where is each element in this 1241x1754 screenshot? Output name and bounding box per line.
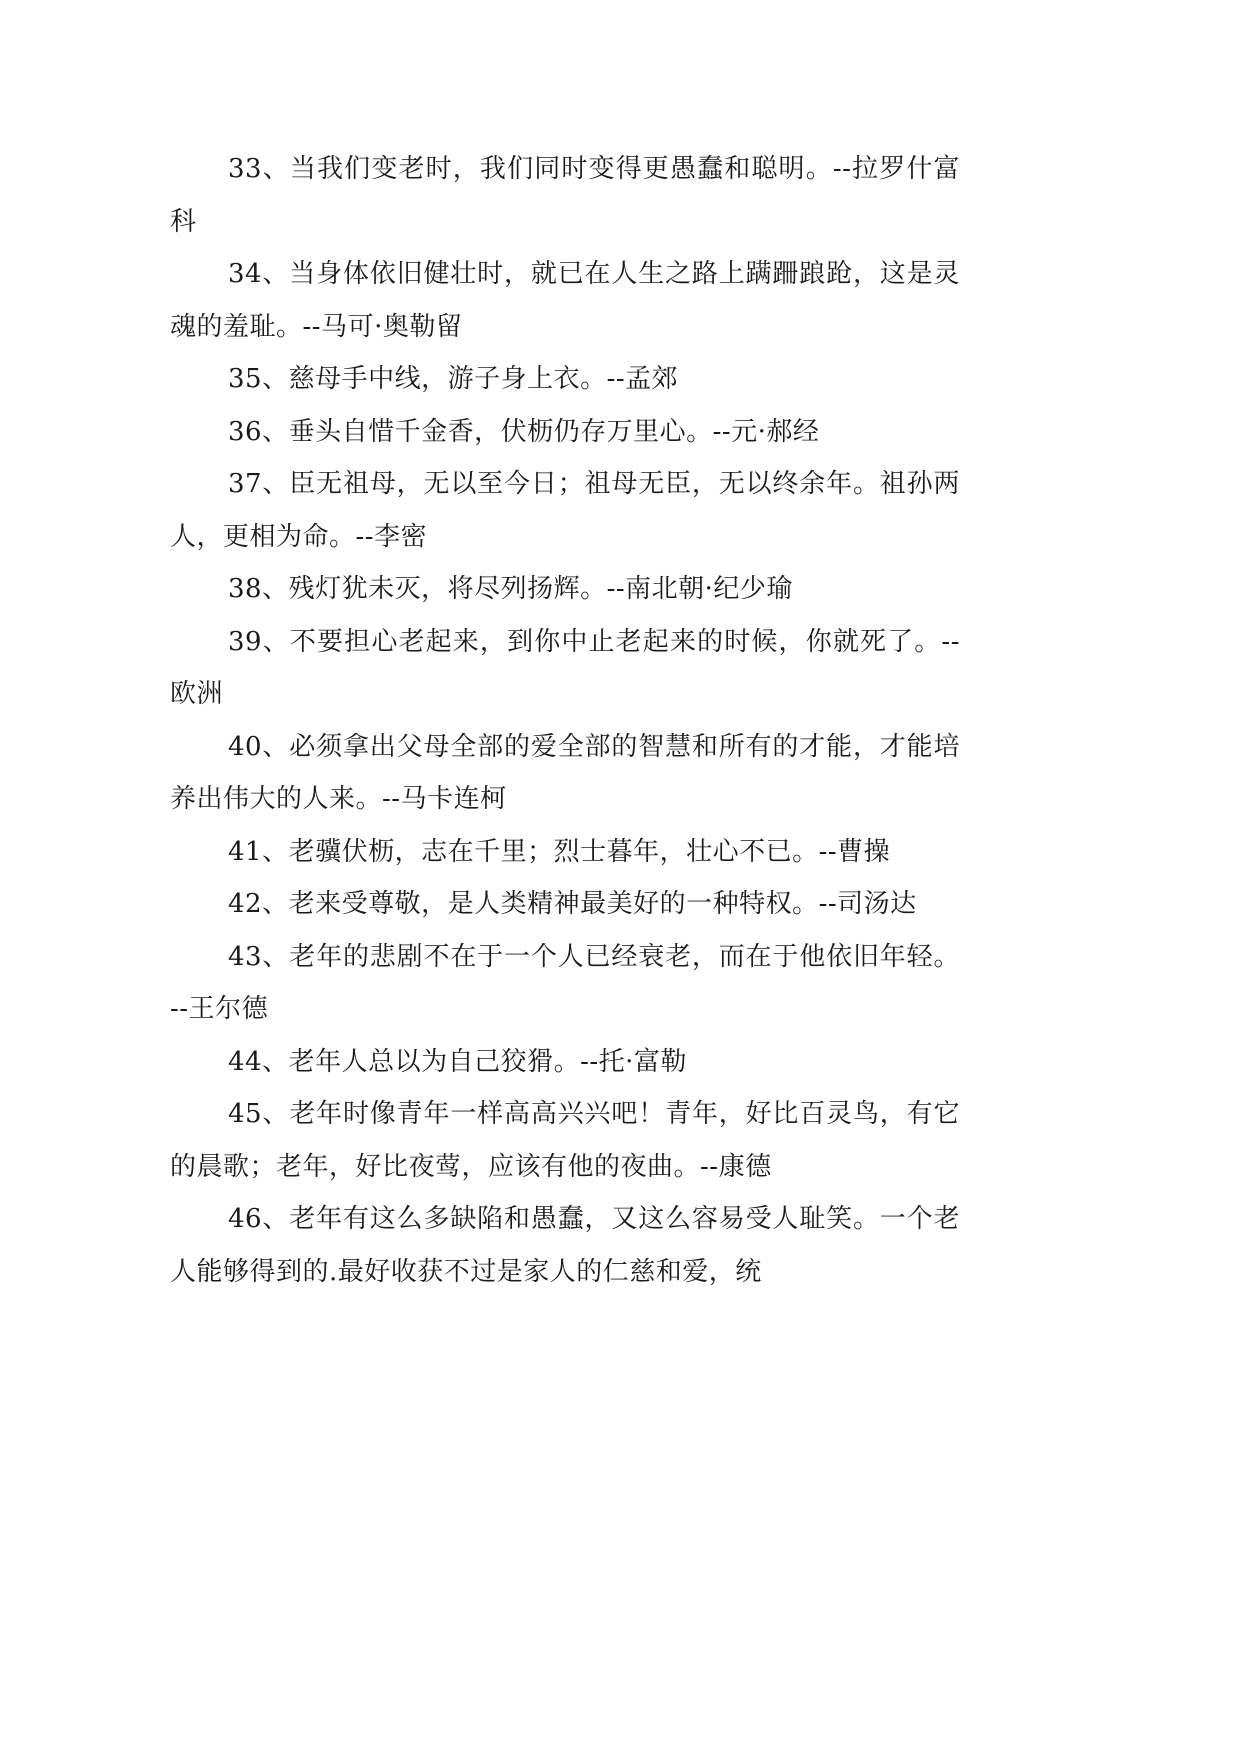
quote-paragraph-42: 42、老来受尊敬，是人类精神最美好的一种特权。--司汤达 [228,889,917,919]
quote-paragraph-39: 39、不要担心老起来，到你中止老起来的时候，你就死了。--欧洲 [170,626,960,709]
quote-paragraph-35: 35、慈母手中线，游子身上衣。--孟郊 [228,364,679,394]
quote-paragraph-44: 44、老年人总以为自己狡猾。--托·富勒 [228,1046,687,1077]
quote-paragraph-45: 45、老年时像青年一样高高兴兴吧！青年，好比百灵鸟，有它的晨歌；老年，好比夜莺，应该有他的夜曲。--康德 [170,1099,960,1182]
quote-paragraph-37: 37、臣无祖母，无以至今日；祖母无臣，无以终余年。祖孙两人，更相为命。--李密 [170,469,960,552]
quote-paragraph-38: 38、残灯犹未灭，将尽列扬辉。--南北朝·纪少瑜 [228,574,793,604]
quote-paragraph-34: 34、当身体依旧健壮时，就已在人生之路上蹒跚踉跄，这是灵魂的羞耻。--马可·奥勒留 [170,259,960,342]
quote-paragraph-43: 43、老年的悲剧不在于一个人已经衰老，而在于他依旧年轻。--王尔德 [170,941,960,1024]
document-body [170,143,960,1298]
quote-paragraph-36: 36、垂头自惜千金香，伏枥仍存万里心。--元·郝经 [228,416,820,447]
quote-paragraph-33: 33、当我们变老时，我们同时变得更愚蠢和聪明。--拉罗什富科 [170,154,960,237]
quote-paragraph-41: 41、老骥伏枥，志在千里；烈士暮年，壮心不已。--曹操 [228,836,891,867]
quote-paragraph-46: 46、老年有这么多缺陷和愚蠢，又这么容易受人耻笑。一个老人能够得到的.最好收获不过是家人的仁慈和爱，统 [170,1204,960,1287]
quote-paragraph-40: 40、必须拿出父母全部的爱全部的智慧和所有的才能，才能培养出伟大的人来。--马卡连柯 [170,731,960,814]
